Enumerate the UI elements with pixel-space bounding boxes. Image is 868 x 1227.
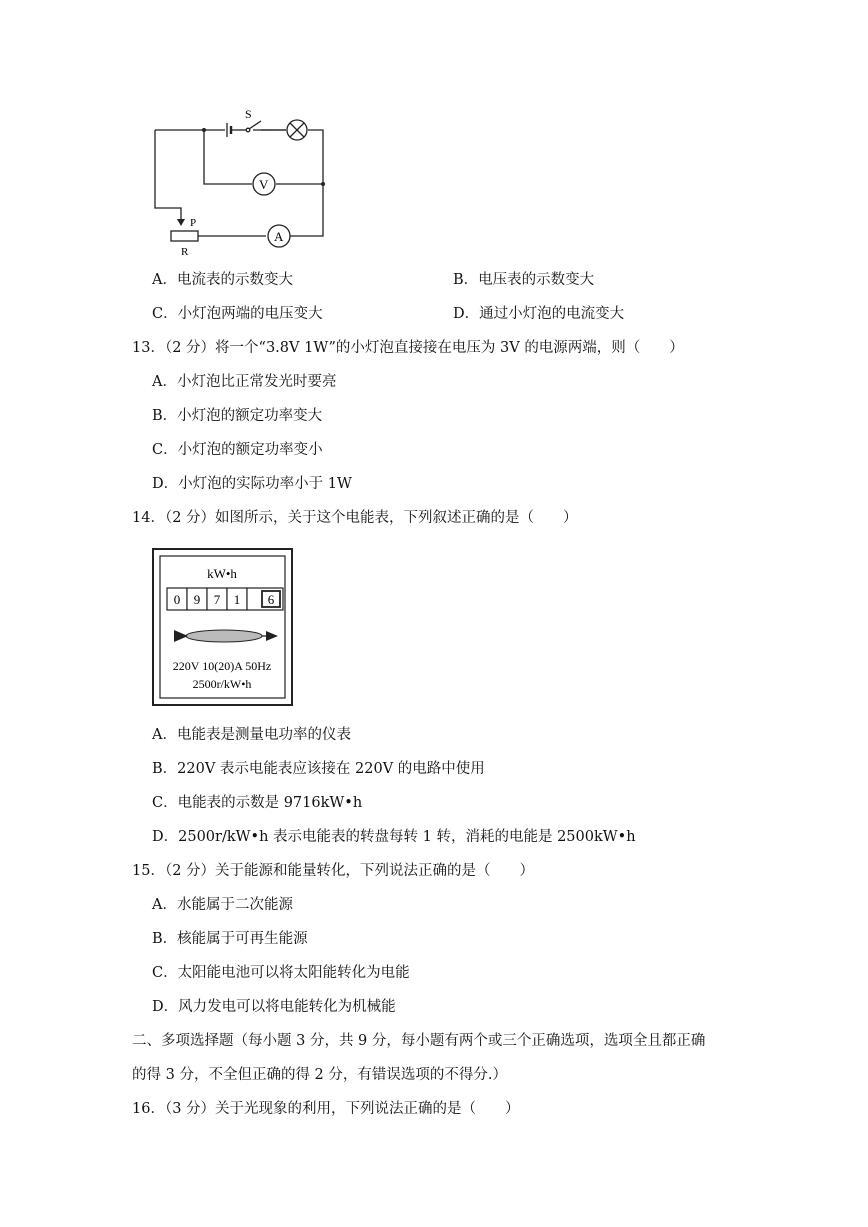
q12-option-b: B．电压表的示数变大: [453, 272, 595, 288]
q15-option-d: D．风力发电可以将电能转化为机械能: [152, 999, 396, 1015]
wire-left: [155, 130, 181, 220]
circuit-diagram: [148, 104, 333, 259]
q13-option-a: A．小灯泡比正常发光时要亮: [152, 374, 337, 390]
lamp-icon: [287, 120, 307, 140]
voltmeter-label: V: [259, 177, 269, 192]
q15-option-a: A．水能属于二次能源: [152, 897, 293, 913]
meter-digit: 6: [267, 592, 275, 607]
meter-spec-line2: 2500r/kW•h: [192, 677, 252, 691]
q14-option-d: D．2500r/kW•h 表示电能表的转盘每转 1 转，消耗的电能是 2500kW•h: [152, 829, 636, 845]
energy-meter-figure: [150, 548, 295, 708]
q15-option-c: C．太阳能电池可以将太阳能转化为电能: [152, 965, 410, 981]
meter-digit: 0: [173, 592, 181, 607]
q13-option-d: D．小灯泡的实际功率小于 1W: [152, 476, 352, 492]
junction-dot: [321, 182, 325, 186]
q12-option-c: C．小灯泡两端的电压变大: [152, 306, 323, 322]
q13-option-c: C．小灯泡的额定功率变小: [152, 442, 323, 458]
q14-option-a: A．电能表是测量电功率的仪表: [152, 727, 351, 743]
meter-digit: 1: [233, 592, 241, 607]
battery-icon: [227, 123, 231, 137]
q13-option-b: B．小灯泡的额定功率变大: [152, 408, 323, 424]
section2-heading-line1: 二、多项选择题（每小题 3 分，共 9 分，每小题有两个或三个正确选项，选项全且都正确: [132, 1033, 706, 1049]
ammeter-label: A: [274, 229, 284, 244]
meter-digit-boxes: [167, 588, 283, 610]
q12-option-a: A．电流表的示数变大: [152, 272, 293, 288]
q15-stem: 15．（2 分）关于能源和能量转化，下列说法正确的是（ ）: [132, 863, 535, 879]
meter-digit: 9: [193, 592, 201, 607]
voltmeter-icon: [253, 173, 275, 195]
q13-stem: 13．（2 分）将一个“3.8V 1W”的小灯泡直接接在电压为 3V 的电源两端，则（ ）: [132, 340, 684, 356]
wire-voltmeter: [204, 130, 252, 184]
meter-unit: kW•h: [207, 566, 237, 581]
wire-lamp-right: [290, 130, 323, 236]
q16-stem: 16．（3 分）关于光现象的利用，下列说法正确的是（ ）: [132, 1101, 520, 1117]
meter-digit: 7: [213, 592, 221, 607]
q14-option-c: C．电能表的示数是 9716kW•h: [152, 795, 363, 811]
resistor-label: R: [181, 246, 189, 258]
section2-heading-line2: 的得 3 分，不全但正确的得 2 分，有错误选项的不得分.）: [132, 1067, 507, 1083]
junction-dot: [202, 128, 206, 132]
switch-label: S: [245, 107, 252, 121]
q15-option-b: B．核能属于可再生能源: [152, 931, 308, 947]
q12-option-d: D．通过小灯泡的电流变大: [453, 306, 625, 322]
q14-option-b: B．220V 表示电能表应该接在 220V 的电路中使用: [152, 761, 485, 777]
meter-spec-line1: 220V 10(20)A 50Hz: [172, 659, 272, 673]
q14-stem: 14．（2 分）如图所示，关于这个电能表，下列叙述正确的是（ ）: [132, 510, 578, 526]
slider-label: P: [190, 217, 197, 229]
ammeter-icon: [268, 225, 290, 247]
